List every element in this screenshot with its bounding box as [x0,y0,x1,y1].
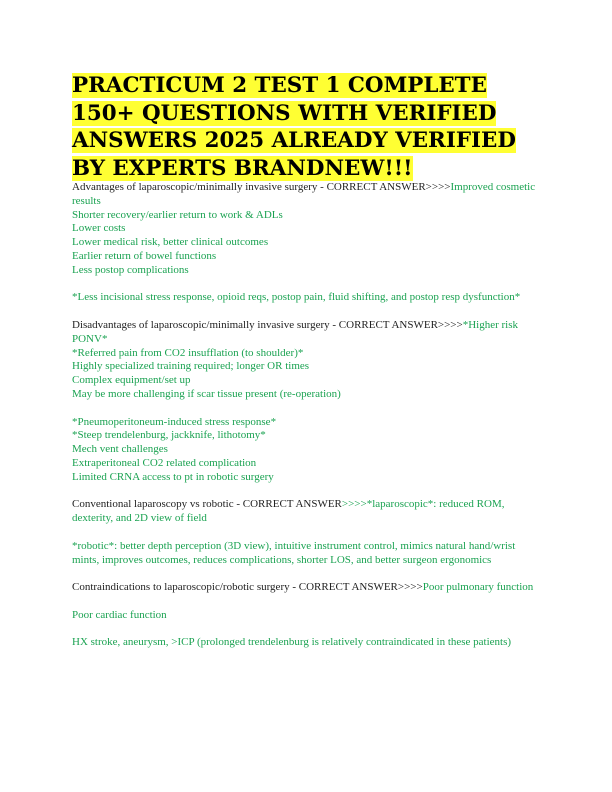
qa-item-disadvantages [72,319,542,402]
answer-text: Poor pulmonary function [422,581,534,594]
answer-line: Lower costs [72,222,126,235]
qa-body [72,181,542,664]
answer-line: Complex equipment/set up [72,374,191,387]
answer-text: *Higher risk PONV* [72,318,519,345]
question-text: Contraindications to laparoscopic/robotic surgery - CORRECT ANSWER>>>> [72,581,423,594]
answer-line: May be more challenging if scar tissue present (re-operation) [72,387,341,400]
title-line: PRACTICUM 2 TEST 1 COMPLETE [72,73,487,98]
answer-line: *Pneumoperitoneum-induced stress response* [72,415,277,428]
answer-line: Extraperitoneal CO2 related complication [72,456,257,469]
answer-text: Improved cosmetic results [72,181,536,207]
question-text: Advantages of laparoscopic/minimally invasive surgery - CORRECT ANSWER>>>> [72,181,451,193]
answer-block [72,416,542,485]
answer-line: Highly specialized training required; longer OR times [72,360,310,373]
question-text: Conventional laparoscopy vs robotic - CORRECT ANSWER [72,498,342,511]
answer-paragraph: *robotic*: better depth perception (3D view), intuitive instrument control, mimics natural hand/wrist mints, improves outcomes, reduces complications, shorter LOS, and better surgeon ergonomics [72,539,516,566]
answer-paragraph: HX stroke, aneurysm, >ICP (prolonged trendelenburg is relatively contraindicated in these patients) [72,636,512,649]
qa-item-contraindications [72,581,542,595]
document-title [72,72,542,182]
answer-paragraph: Poor cardiac function [72,608,167,621]
title-line: 150+ QUESTIONS WITH VERIFIED [72,100,497,126]
answer-text: >>>>*laparoscopic*: reduced ROM, dexterity, and 2D view of field [72,498,505,525]
answer-line: Lower medical risk, better clinical outcomes [72,236,269,249]
title-line: ANSWERS 2025 ALREADY VERIFIED [72,128,516,153]
answer-line: Less postop complications [72,263,189,276]
answer-line: Earlier return of bowel functions [72,249,217,262]
answer-line: Limited CRNA access to pt in robotic surgery [72,470,274,483]
answer-line: *Steep trendelenburg, jackknife, lithotomy* [72,429,266,442]
title-line: BY EXPERTS BRANDNEW!!! [72,155,413,181]
question-text: Disadvantages of laparoscopic/minimally invasive surgery - CORRECT ANSWER>>>> [72,318,463,331]
answer-line: *Referred pain from CO2 insufflation (to shoulder)* [72,346,304,359]
answer-paragraph: *Less incisional stress response, opioid reqs, postop pain, fluid shifting, and postop resp dysfunction* [72,291,521,304]
qa-item-advantages [72,181,542,278]
answer-line: Mech vent challenges [72,443,168,456]
answer-line: Shorter recovery/earlier return to work & ADLs [72,208,283,221]
qa-item-lap-vs-robotic [72,498,542,526]
